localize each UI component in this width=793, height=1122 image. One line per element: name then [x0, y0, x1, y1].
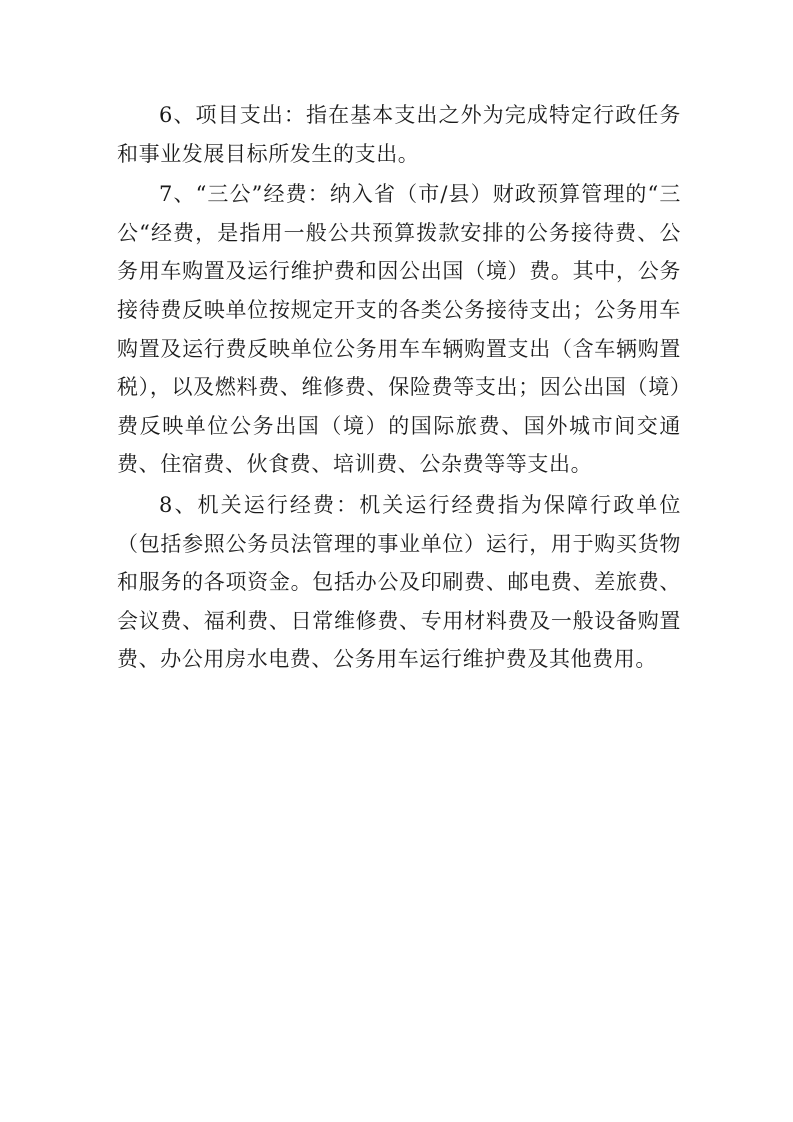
- paragraph-agency-operating-expenses: 8、机关运行经费：机关运行经费指为保障行政单位（包括参照公务员法管理的事业单位）运行，用于购买货物和服务的各项资金。包括办公及印刷费、邮电费、差旅费、会议费、福利费、日常维修费、专用材料费及一般设备购置费、办公用房水电费、公务用车运行维护费及其他费用。: [117, 492, 681, 672]
- paragraph-three-public-expenses: 7、“三公”经费：纳入省（市/县）财政预算管理的“三公“经费，是指用一般公共预算拨款安排的公务接待费、公务用车购置及运行维护费和因公出国（境）费。其中，公务接待费反映单位按规定开支的各类公务接待支出；公务用车购置及运行费反映单位公务用车车辆购置支出（含车辆购置税），以及燃料费、维修费、保险费等支出；因公出国（境）费反映单位公务出国（境）的国际旅费、国外城市间交通费、住宿费、伙食费、培训费、公杂费等等支出。: [117, 182, 681, 477]
- paragraph-project-expenditure: 6、项目支出：指在基本支出之外为完成特定行政任务和事业发展目标所发生的支出。: [117, 103, 681, 166]
